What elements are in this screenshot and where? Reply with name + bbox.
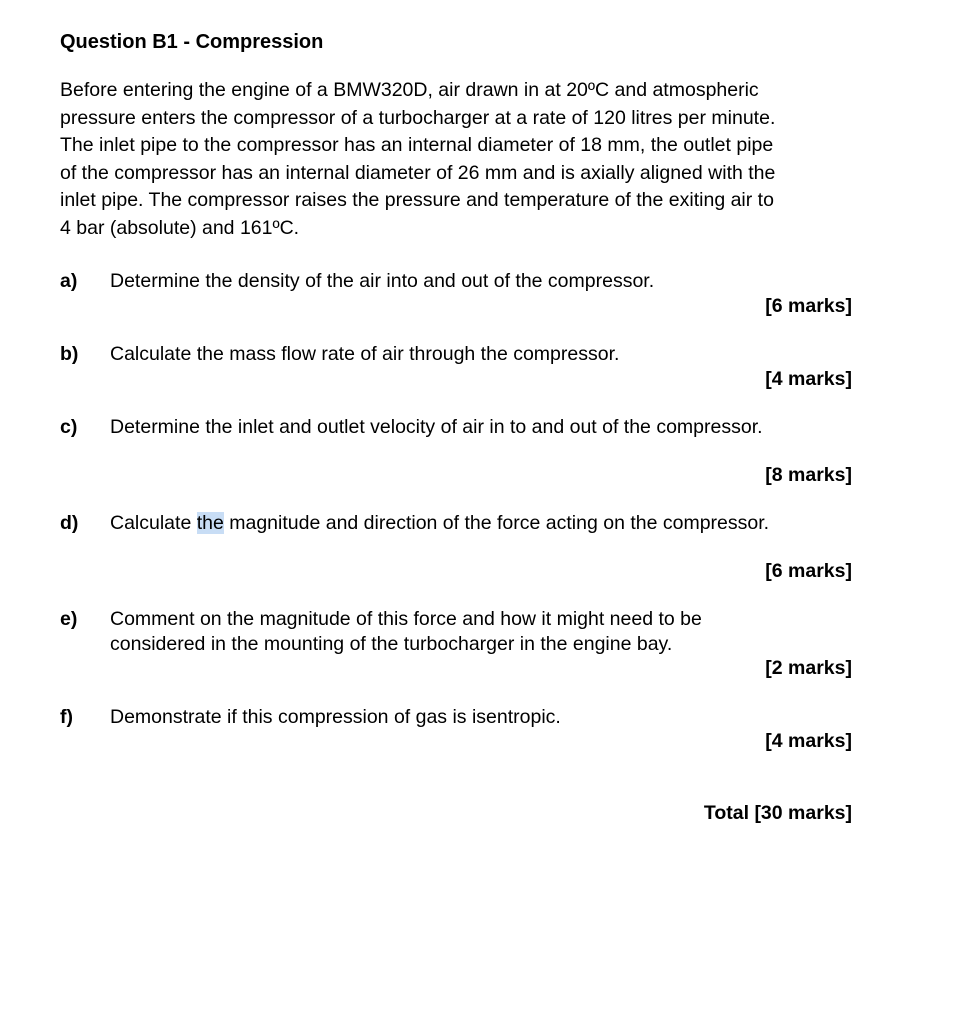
part-e-label: e) [60, 608, 78, 630]
part-b-marks: [4 marks] [765, 368, 852, 390]
part-d-text-after: magnitude and direction of the force acting on the compressor. [223, 512, 770, 534]
part-a-text: Determine the density of the air into and out of the compressor. [110, 270, 655, 292]
question-intro-paragraph [60, 77, 850, 243]
part-c-text: Determine the inlet and outlet velocity of air in to and out of the compressor. [110, 416, 763, 438]
part-d-label: d) [60, 512, 79, 534]
intro-line: Before entering the engine of a BMW320D, air drawn in at 20ºC and atmospheric [60, 79, 759, 101]
part-a-marks: [6 marks] [765, 295, 852, 317]
intro-line: of the compressor has an internal diameter of 26 mm and is axially aligned with the [60, 161, 776, 184]
part-e-text-line: considered in the mounting of the turbocharger in the engine bay. [110, 632, 673, 655]
intro-line: pressure enters the compressor of a turbocharger at a rate of 120 litres per minute. [60, 106, 776, 129]
question-title: Question B1 - Compression [60, 31, 324, 53]
part-c-label: c) [60, 416, 78, 438]
part-d-marks: [6 marks] [765, 560, 852, 582]
part-e-marks: [2 marks] [765, 657, 852, 679]
selected-text-highlight[interactable]: the [196, 512, 224, 534]
total-marks: Total [30 marks] [703, 802, 852, 824]
question-part-c [60, 415, 852, 495]
part-c-marks: [8 marks] [765, 464, 852, 486]
part-f-label: f) [60, 706, 73, 728]
part-b-label: b) [60, 343, 79, 365]
intro-line: inlet pipe. The compressor raises the pressure and temperature of the exiting air to [60, 189, 774, 212]
part-f-marks: [4 marks] [765, 730, 852, 752]
question-part-e [60, 607, 852, 687]
question-part-d [60, 511, 852, 591]
question-part-f [60, 705, 852, 765]
part-d-text [110, 511, 769, 536]
question-part-b [60, 342, 852, 402]
part-f-text: Demonstrate if this compression of gas is isentropic. [110, 706, 561, 728]
intro-line: The inlet pipe to the compressor has an internal diameter of 18 mm, the outlet pipe [60, 134, 774, 157]
part-a-label: a) [60, 270, 78, 292]
part-d-text-before: Calculate [110, 512, 197, 534]
part-e-text [110, 607, 702, 656]
intro-line: 4 bar (absolute) and 161ºC. [60, 216, 300, 239]
question-part-a [60, 269, 852, 329]
part-e-text-line: Comment on the magnitude of this force and how it might need to be [110, 608, 702, 630]
part-b-text: Calculate the mass flow rate of air through the compressor. [110, 343, 620, 365]
